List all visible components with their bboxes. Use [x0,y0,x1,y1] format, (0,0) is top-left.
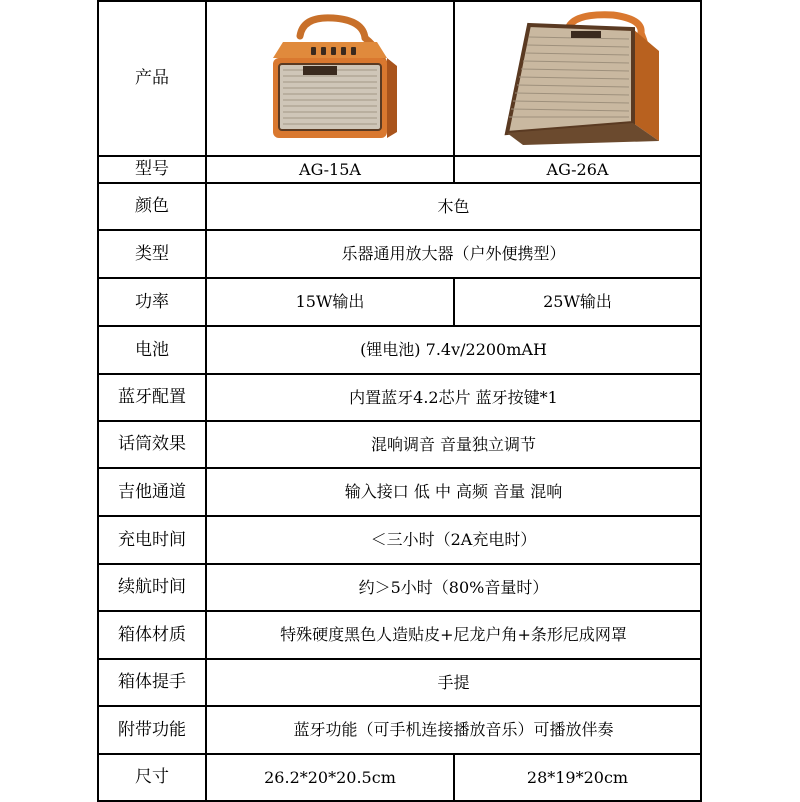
row-color [98,183,701,230]
row-guitar-channel [98,468,701,516]
row-label-extra-function: 附带功能 [98,706,206,754]
value-color: 木色 [206,183,701,230]
value-charge-time: ＜三小时（2A充电时） [206,516,701,564]
power-ag26a: 25W输出 [454,278,701,326]
value-extra-function: 蓝牙功能（可手机连接播放音乐）可播放伴奏 [206,706,701,754]
row-label-cabinet-material: 箱体材质 [98,611,206,659]
product-ag26a-cell [454,1,701,156]
row-label-bluetooth: 蓝牙配置 [98,374,206,421]
row-bluetooth [98,374,701,421]
value-mic-effect: 混响调音 音量独立调节 [206,421,701,468]
row-label-runtime: 续航时间 [98,564,206,611]
product-ag15a-cell [206,1,454,156]
row-label-handle: 箱体提手 [98,659,206,706]
model-ag26a: AG-26A [454,156,701,183]
row-type [98,230,701,278]
model-ag15a: AG-15A [206,156,454,183]
row-battery [98,326,701,374]
spec-table [97,0,702,802]
row-cabinet-material [98,611,701,659]
row-label-product: 产品 [98,1,206,156]
row-label-color: 颜色 [98,183,206,230]
row-label-battery: 电池 [98,326,206,374]
dimensions-ag26a: 28*19*20cm [454,754,701,801]
row-label-power: 功率 [98,278,206,326]
value-handle: 手提 [206,659,701,706]
dimensions-ag15a: 26.2*20*20.5cm [206,754,454,801]
row-label-type: 类型 [98,230,206,278]
row-charge-time [98,516,701,564]
row-mic-effect [98,421,701,468]
row-label-dimensions: 尺寸 [98,754,206,801]
row-model [98,156,701,183]
row-runtime [98,564,701,611]
value-battery: (锂电池) 7.4v/2200mAH [206,326,701,374]
value-cabinet-material: 特殊硬度黑色人造贴皮+尼龙户角+条形尼成网罩 [206,611,701,659]
power-ag15a: 15W输出 [206,278,454,326]
row-label-model: 型号 [98,156,206,183]
row-handle [98,659,701,706]
value-type: 乐器通用放大器（户外便携型） [206,230,701,278]
value-guitar-channel: 输入接口 低 中 高频 音量 混响 [206,468,701,516]
amp-ag15a-image [245,14,415,144]
row-dimensions [98,754,701,801]
row-extra-function [98,706,701,754]
row-label-mic-effect: 话筒效果 [98,421,206,468]
row-label-guitar-channel: 吉他通道 [98,468,206,516]
row-power [98,278,701,326]
row-product [98,1,701,156]
value-bluetooth: 内置蓝牙4.2芯片 蓝牙按键*1 [206,374,701,421]
value-runtime: 约＞5小时（80%音量时） [206,564,701,611]
amp-ag26a-image [483,11,673,146]
row-label-charge-time: 充电时间 [98,516,206,564]
